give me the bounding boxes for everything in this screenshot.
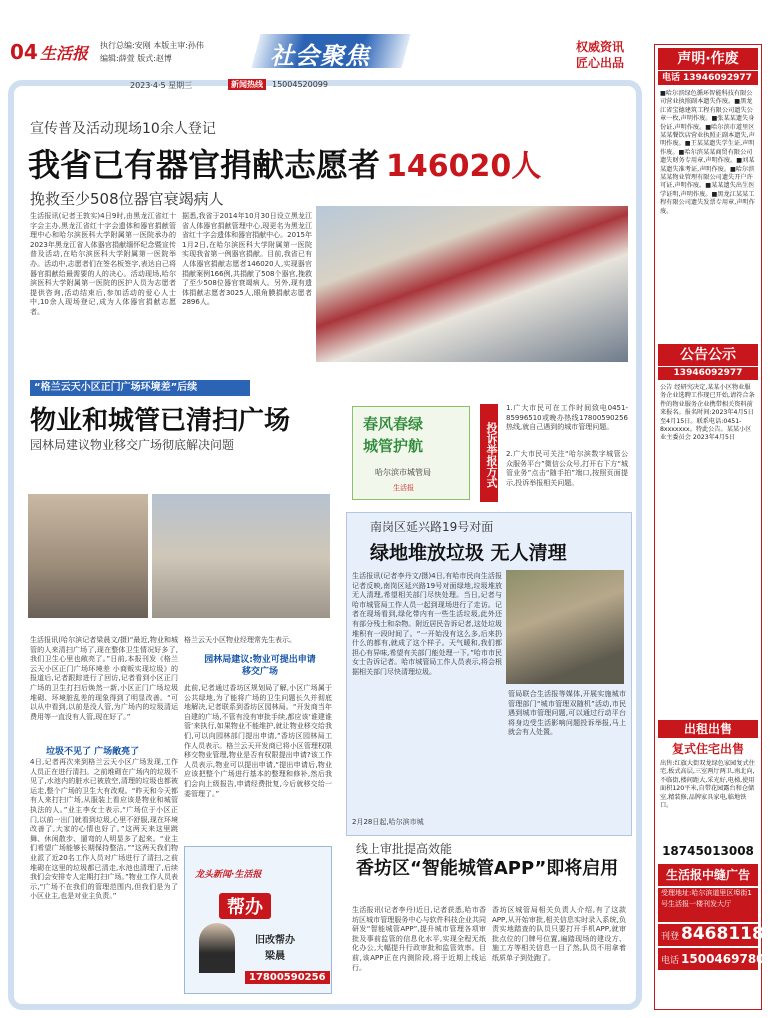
lead-column-1: 生活报讯(记者王敦实)4日9时,由黑龙江省红十字会主办,黑龙江省红十字会遗体和器官捐献管理中心和哈尔滨医科大学附属第一医院承办的2023年黑龙江省人体器官捐献缅怀纪念暨宣传普及活动,在哈尔滨医科大学附属第一医院举办。活动中,志愿者们在签名板签字,表达自己将器官捐献给最需要的人的决心。活动现场,哈尔滨医科大学附属第一医院的医护人员为志愿者提供咨询,活动结束后,参加活动的爱心人士中,10余人现场登记,成为人体器官捐献志愿者。 [30, 212, 176, 316]
lead-column-2: 据悉,我省于2014年10月30日设立黑龙江省人体器官捐献管理中心,现更名为黑龙江省红十字会遗体和器官捐献中心。2015年1月2日,在哈尔滨医科大学附属第一医院实现我省第一例器官捐献。目前,我省已有人体器官捐献志愿者146020人,实现器官捐献案例166例,共捐献了508个器官,挽救了至少508位器官衰竭病人。另外,现有遗体捐献志愿者3025人,眼角膜捐献志愿者2896人。 [182, 212, 312, 307]
slogan-1: 权威资讯 [576, 40, 625, 54]
poster-line-2: 城管护航 [363, 437, 424, 455]
gongshi-phone: 13946092977 [658, 367, 758, 380]
help-tagline: 旧改帮办 [255, 935, 295, 946]
volunteer-photo [316, 206, 628, 362]
app-column-1: 生活报讯(记者李丹)近日,记者获悉,哈市香坊区城市管理服务中心与软件科技企业共同研发“智能城管APP”,提升城市管理各项审批及事前监管的信息化水平,实现全程无纸化办公,大幅提升行政审批和监管效率。目前,该APP正在内测阶段,将于近期上线运行。 [352, 906, 486, 972]
square-col2-a: 格兰云天小区物业经理常先生表示。 [184, 636, 296, 644]
hotline-label: 新闻热线 [228, 79, 266, 90]
help-brand: 龙头新闻·生活报 [195, 870, 262, 880]
square-col1-a: 生活报讯(哈尔滨记者梁晨文/摄)“最近,物业和城管的人来清扫广场了,现在整体卫生情况好多了,我们卫生心里也敞亮了。”日前,本报刊发《格兰云天小区正门广场环境差 小商贩实现垃圾》的报道后,记者跟踪进行了回访,记者看到小区正门广场的卫生打扫后焕然一新,小区正门广场垃圾堆砌、环境脏乱差的现象得到了明显改善。“可以从中看到,以前是没人管,为广场内的垃圾清运费用等一直没有人管,现在好了。” [30, 636, 178, 721]
gongshi-title: 公告公示 [658, 344, 758, 366]
poster-line-1: 春风春绿 [363, 415, 424, 433]
ad-phone-2: 15004697804 [681, 952, 773, 966]
ad-address: 受理地址:哈尔滨道里区埠街1号生活报一楼刊发大厅 [658, 888, 758, 922]
ad-title: 生活报中缝广告 [658, 864, 758, 886]
masthead [8, 34, 648, 74]
paper-name: 生活报 [40, 44, 89, 63]
ad-phone-1: 84681180 [681, 924, 776, 944]
banner-title: 社会聚焦 [270, 42, 370, 70]
spring-poster [352, 406, 470, 500]
notice-phone-row [658, 71, 758, 85]
green-body: 生活报讯(记者李丹文/摄)4日,有哈市民向生活报记者反映,南岗区延兴路19号对面绿地,垃圾堆放无人清理,希望相关部门尽快处理。当日,记者与哈市城管局工作人员一起到现场进行了走访。记者在现场看到,绿化带内有一些生活垃圾,此外还有部分残土和杂物。附近居民告诉记者,这处垃圾堆积有一段时间了。“一开始没有这么多,后来扔什么的都有,就成了这个样子。天气暖和,我们都担心有异味,希望有关部门能处理一下。”哈市市民女士告诉记者。哈市城管局工作人员表示,将会根据相关部门尽快清理垃圾。 [352, 572, 502, 676]
lead-kicker: 宣传普及活动现场10余人登记 [30, 121, 216, 137]
help-word: 帮办 [219, 893, 271, 919]
editor-line-2: 编辑:薛萱 版式:赵博 [100, 54, 172, 63]
date-line: 2023·4·5 星期三 [130, 81, 193, 90]
app-title: 香坊区“智能城管APP”即将启用 [356, 858, 619, 879]
gongshi-text: 公告 经研究决定,某某小区物业服务企业选聘工作现已开始,请符合条件的物业服务企业携带相关资料前来报名。报名时间:2023年4月5日至4月15日。联系电话:0451-8xxxxxxx。特此公告。某某小区业主委员会 2023年4月5日 [660, 384, 755, 442]
help-person-photo [199, 923, 235, 973]
rent-title: 出租出售 [658, 720, 758, 738]
report-label: 投诉举报方式 [480, 404, 498, 502]
help-box [184, 846, 332, 994]
rent-text: 出售:红旗大街双龙绿色家园复式住宅,板式高层,三室两厅两卫,南北向,不临街,楼间距大,采光好,电梯,使用面积120平米,自带花园露台和仓储室,精装修,品牌家具家电,临地铁口。 [660, 760, 755, 810]
notice-phone-label: 电话 [662, 73, 681, 83]
square-col1-b: 4日,记者再次来到格兰云天小区广场发现,工作人员正在进行清扫。之前堆砌在广场内的垃圾不见了,水池内的脏水已被放空,清理的垃圾也都被运走,整个广场的卫生大有改观。“昨天和今天都有人来打扫广场,从服装上看应该是物业和城管执法的人。”业主李女士表示,“广场位于小区正门,以前一出门就看到垃圾,心里不舒服,现在环境改善了,大家的心情也好了。”这两天来这里跳舞、休闲散步、遛弯的人明显多了起来。“业主们希望广场能够长期保持整洁。”“这两天我们物业派了近20名工作人员对广场进行了清扫,之前堆砌在这里的垃圾都已清走,水池也清理了,后续我们会安排专人定期打扫广场。”物业工作人员表示,“广场不在我们的管理范围内,但我们是为了小区业主,也是对业主负责。” [30, 758, 178, 901]
rent-phone: 18745013008 [662, 844, 754, 858]
square-photo-1 [28, 494, 148, 618]
report-item-2: 2.广大市民可关注“哈尔滨数字城管公众服务平台”微信公众号,打开右下方“城管业务”点击“随手拍”端口,按照页面提示,投诉举报相关问题。 [506, 450, 628, 487]
ad-phone-row-2 [658, 948, 773, 970]
lead-title-number: 146020人 [386, 149, 542, 184]
green-kicker: 南岗区延兴路19号对面 [370, 520, 494, 534]
rent-subtitle: 复式住宅出售 [671, 742, 744, 756]
lead-title [28, 140, 628, 184]
poster-org: 哈尔滨市城管局 [375, 468, 431, 477]
green-title: 绿地堆放垃圾 无人清理 [370, 542, 567, 564]
poster-sign: 生活报 [393, 484, 414, 492]
app-kicker: 线上审批提高效能 [356, 842, 453, 856]
hotline-number: 15004520099 [272, 80, 328, 89]
green-date-line: 2月28日起,哈尔滨市城 [352, 818, 424, 826]
square-photo-2 [152, 494, 330, 618]
lead-title-text: 我省已有器官捐献志愿者 [28, 146, 381, 184]
page-number: 04 [10, 40, 38, 64]
editor-line-1: 执行总编:安刚 本版主审:孙伟 [100, 41, 204, 50]
square-col2: 此前,记者通过香坊区规划局了解,小区广场属于公共绿地,为了能将广场的卫生问题长久并彻底地解决,记者联系到香坊区园林局。“开发商当年自建的广场,不管有没有审批手续,都应该‘谁建谁管’来执行,如果物业不能维护,就让物业移交给我们,可以向园林部门提出申请,”香坊区园林局工作人员表示。格兰云天开发商已将小区管理权限移交物业管理,物业是否有权限提出申请?该工作人员表示,物业可以提出申请,“提出申请后,物业应该把整个广场进行基本的整理和修补,然后我们会向上级报告,申请经费批复,今后就移交给一委管理了。” [184, 684, 332, 798]
square-title: 物业和城管已清扫广场 [30, 406, 291, 436]
square-tag: “格兰云天小区正门广场环境差”后续 [30, 380, 250, 396]
square-col2-subhead: 园林局建议:物业可提出申请移交广场 [204, 655, 316, 677]
green-right-column: 管局联合生活报等媒体,开展实施城市管理部门“城市管理双随机”活动,市民遇到城市管理问题,可以通过行动平台将身边受生活影响问题投诉举报,马上就会有人处置。 [508, 690, 626, 737]
lead-subtitle: 挽救至少508位器官衰竭病人 [30, 190, 224, 208]
square-subtitle: 园林局建议物业移交广场彻底解决问题 [30, 438, 235, 452]
report-item-1: 1.广大市民可在工作时间致电0451-85996510或晚办热线17800590256热线,就自己遇到的城市管理问题。 [506, 404, 628, 432]
help-person-name: 梁晨 [265, 951, 285, 962]
slogan-2: 匠心出品 [576, 56, 625, 70]
ad-phone-label-2: 电话 [661, 956, 680, 966]
notice-title: 声明·作废 [658, 48, 758, 70]
ad-phone-label-1: 刊登 [661, 932, 680, 942]
garbage-photo [506, 570, 624, 684]
help-phone: 17800590256 [245, 971, 330, 984]
notice-text: ■哈尔滨绿色循环智能科技有限公司营业执照副本遗失作废。■黑龙江省宝德建筑工程有限公司遗失公章一枚,声明作废。■张某某遗失身份证,声明作废。■哈尔滨市道里区某某餐饮店营业执照正副本遗失,声明作废。■王某某遗失学生证,声明作废。■哈尔滨某某商贸有限公司遗失财务专用章,声明作废。■刘某某遗失准考证,声明作废。■哈尔滨某某物业管理有限公司遗失开户许可证,声明作废。■某某遗失出生医学证明,声明作废。■黑龙江某某工程有限公司遗失发票专用章,声明作废。 [660, 90, 755, 215]
app-column-2: 香坊区城管局相关负责人介绍,有了这款APP,从开始审批,相关信息实时录入系统,负责实地踏查的队员只要打开手机APP,就审批点位的门牌号位置,遍踏现场的建设方、施工方等相关信息一目了然,队员不用拿着纸质单子到处跑了。 [492, 906, 626, 962]
ad-phone-row-1 [658, 924, 776, 946]
notice-phone: 13946092977 [683, 73, 752, 83]
square-col1-subhead: 垃圾不见了 广场敞亮了 [46, 747, 140, 757]
